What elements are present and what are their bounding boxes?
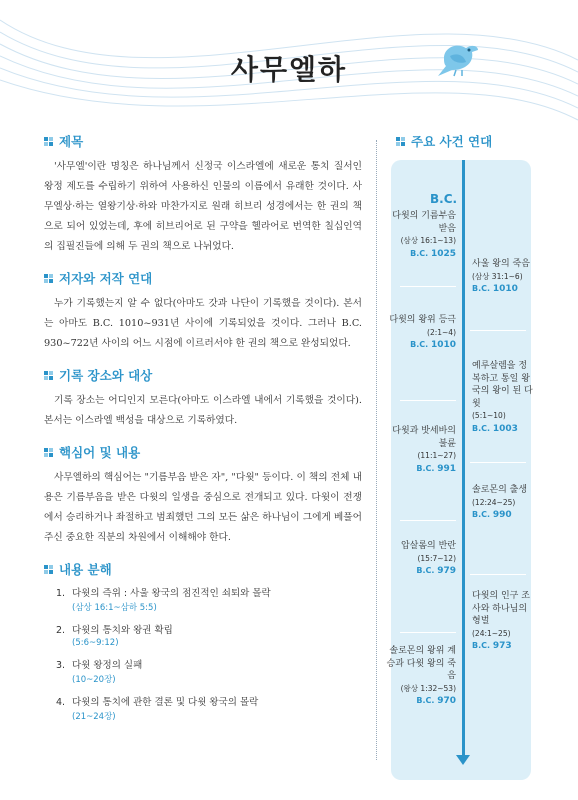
section-paragraph: 누가 기록했는지 알 수 없다(아마도 갓과 나단이 기록했을 것이다). 본서는 아마도 B.C. 1010~931년 사이에 기록되었을 것이다. 그러나 B.C. 930~722년 사이의 어느 시점에 이르러서야 한 권의 책으로 완성되었다. — [44, 298, 362, 349]
timeline-event — [386, 314, 456, 352]
outline-number: 3. — [56, 660, 66, 671]
outline-number: 2. — [56, 625, 66, 636]
section-author-date — [44, 269, 362, 354]
section-outline — [44, 560, 362, 722]
event-text: 솔로몬의 출생 — [472, 485, 528, 495]
section-marker-icon — [44, 565, 53, 574]
section-title-origin — [44, 132, 362, 257]
event-year: 973 — [492, 641, 512, 651]
timeline-heading — [396, 132, 492, 150]
section-paragraph: '사무엘'이란 명칭은 하나님께서 신정국 이스라엘에 새로운 통치 질서인 왕정 제도를 수립하기 위하여 사용하신 인물의 이름에서 유래한 것이다. 사무엘상·하는 열왕기상·하와 마찬가지로 원래 히브리 성경에서는 한 권의 책으로 되어 있었는데, 후에 히브리어로 된 구약을 헬라어로 번역한 칠십인역의 집필진들에 의해 두 권의 책으로 나뉘었다. — [44, 161, 362, 252]
timeline-separator — [470, 330, 526, 331]
timeline-event — [472, 484, 534, 522]
outline-ref: (21~24장) — [72, 712, 116, 722]
section-paragraph: 기록 장소는 어디인지 모른다(아마도 이스라엘 내에서 기록했을 것이다). 본서는 이스라엘 백성을 대상으로 기록하였다. — [44, 395, 362, 426]
timeline-separator — [400, 520, 456, 521]
event-text: 다윗의 왕위 등극 — [389, 315, 456, 325]
outline-text: 다윗의 통치에 관한 결론 및 다윗 왕국의 몰락 — [72, 697, 259, 708]
section-heading: 핵심어 및 내용 — [59, 445, 141, 460]
timeline-event — [386, 540, 456, 578]
timeline-arrow-icon — [456, 755, 470, 765]
event-ref: (24:1~25) — [472, 628, 511, 638]
event-year: 1003 — [492, 423, 518, 434]
event-ref: (삼상 31:1~6) — [472, 271, 523, 281]
event-ref: (왕상 1:32~53) — [400, 683, 456, 693]
event-ref: (2:1~4) — [427, 327, 456, 337]
event-text: 예루살렘을 정복하고 통일 왕국의 왕이 된 다윗 — [472, 361, 533, 409]
event-text: 다윗의 기름부음 받음 — [392, 211, 456, 234]
section-marker-icon — [44, 371, 53, 380]
event-year-prefix: B.C. — [416, 566, 435, 575]
section-marker-icon — [44, 448, 53, 457]
event-text: 사울 왕의 죽음 — [472, 259, 530, 269]
column-divider — [376, 140, 377, 760]
event-year-prefix: B.C. — [472, 284, 491, 293]
timeline-separator — [400, 400, 456, 401]
list-item — [56, 622, 362, 648]
timeline-event — [386, 210, 456, 260]
event-ref: (12:24~25) — [472, 497, 516, 507]
section-marker-icon — [44, 137, 53, 146]
list-item — [56, 694, 362, 722]
section-heading: 제목 — [59, 134, 84, 149]
timeline-axis — [462, 160, 465, 758]
outline-ref: (10~20장) — [72, 675, 116, 685]
outline-number: 1. — [56, 588, 66, 599]
section-place-audience — [44, 366, 362, 431]
section-heading: 기록 장소와 대상 — [59, 368, 153, 383]
section-marker-icon — [396, 137, 405, 146]
timeline-separator — [470, 462, 526, 463]
event-year: 1010 — [430, 340, 456, 350]
outline-ref: (삼상 16:1~삼하 5:5) — [72, 603, 157, 613]
timeline-era-label: B.C. — [430, 192, 458, 206]
timeline-event — [386, 645, 456, 708]
event-ref: (5:1~10) — [472, 411, 506, 420]
event-ref: (11:1~27) — [417, 451, 456, 460]
event-year-prefix: B.C. — [416, 463, 435, 473]
event-year-prefix: B.C. — [472, 641, 491, 650]
page-title: 사무엘하 — [230, 53, 348, 86]
event-ref: (15:7~12) — [417, 553, 456, 563]
main-content — [44, 132, 362, 731]
timeline-heading-text: 주요 사건 연대 — [411, 134, 493, 149]
event-year-prefix: B.C. — [472, 423, 491, 433]
timeline-separator — [470, 574, 526, 575]
event-year-prefix: B.C. — [410, 248, 429, 258]
outline-list — [56, 585, 362, 722]
outline-text: 다윗 왕정의 실패 — [72, 660, 143, 671]
event-text: 다윗과 밧세바의 불륜 — [392, 426, 456, 449]
timeline-separator — [400, 286, 456, 287]
outline-text: 다윗의 통치와 왕권 확립 — [72, 625, 173, 636]
outline-text: 다윗의 즉위 : 사울 왕국의 점진적인 쇠퇴와 몰락 — [72, 588, 271, 599]
section-paragraph: 사무엘하의 핵심어는 "기름부음 받은 자", "다윗" 등이다. 이 책의 전체 내용은 기름부음을 받은 다윗의 일생을 중심으로 전개되고 있다. 다윗이 전쟁에서 승리하거나 좌절하고 범죄했던 그의 모든 삶은 하나님이 그에게 베풀어 주신 중요한 직분의 차원에서 이해해야 한다. — [44, 472, 362, 543]
timeline-event — [386, 425, 456, 475]
outline-number: 4. — [56, 697, 66, 708]
timeline-separator — [400, 632, 456, 633]
section-marker-icon — [44, 274, 53, 283]
event-year: 970 — [437, 696, 456, 706]
event-year: 990 — [492, 510, 512, 520]
section-heading: 저자와 저작 연대 — [59, 271, 153, 286]
section-keywords — [44, 443, 362, 548]
outline-ref: (5:6~9:12) — [72, 638, 119, 648]
event-ref: (삼상 16:1~13) — [400, 236, 456, 245]
timeline-event — [472, 590, 534, 653]
timeline-event — [472, 360, 534, 435]
event-year: 1025 — [430, 248, 456, 259]
event-year-prefix: B.C. — [410, 340, 429, 349]
event-text: 솔로몬의 왕위 계승과 다윗 왕의 죽음 — [386, 646, 456, 681]
event-year: 991 — [437, 463, 456, 474]
event-year: 979 — [437, 566, 456, 576]
event-year-prefix: B.C. — [472, 510, 491, 519]
list-item — [56, 585, 362, 613]
timeline-event — [472, 258, 534, 296]
event-year: 1010 — [492, 284, 518, 294]
section-heading: 내용 분해 — [59, 562, 112, 577]
list-item — [56, 657, 362, 685]
event-text: 압살롬의 반란 — [400, 541, 456, 551]
event-year-prefix: B.C. — [416, 696, 435, 705]
event-text: 다윗의 인구 조사와 하나님의 형벌 — [472, 591, 530, 626]
